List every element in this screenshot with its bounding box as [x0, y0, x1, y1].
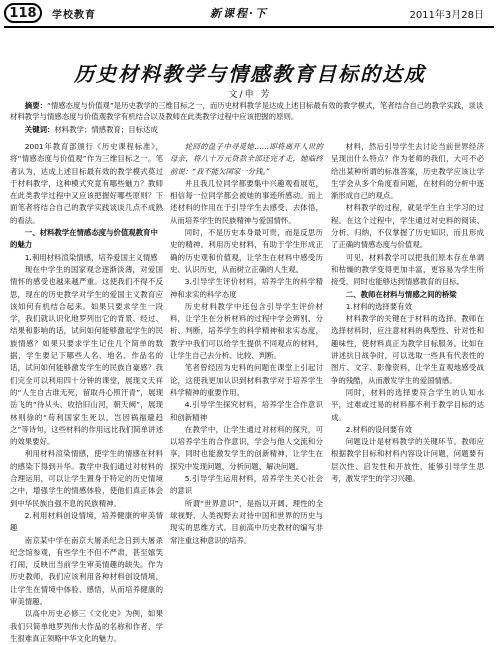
body-paragraph: 可见，材料教学可以把我们原本存在单调和枯燥的教学变得更加丰富，更容易为学生所接受，同时也能够达到情感教育的目标。	[331, 252, 484, 287]
body-paragraph: 1.利用材料渲染情感，培养爱国主义情感	[24, 252, 158, 262]
body-paragraph: 2.材料的设问要有效	[345, 424, 412, 434]
abstract-label: 摘要：	[24, 101, 47, 110]
body-paragraph: 历史材料教学中还包含引导学生评价材料，让学生在分析材料的过程中学会辨别、分析、判断，培养学生的科学精神和求实态度，教学中我们可以给学生提供不同观点的材料，让学生自己去分析、比较、判断。	[170, 301, 323, 361]
body-paragraph: 2001年教育部颁行《历史课程标准》，将“情感态度与价值观”作为三维目标之一。笔者认为，达成上述目标最有效的教学模式莫过于材料教学，这种模式究竟有哪些魅力？教师在此类教学过程中又应该把握好哪些原则？下面笔者将结合自己的教学实践谈谈几点不成熟的看法。	[10, 142, 163, 225]
keywords	[10, 124, 486, 135]
journal-name: 新课程·下	[210, 7, 268, 20]
body-paragraph: 利用材料渲染情感，使学生的情感在材料的感染下得到升华。教学中我们通过对材料的合理运用，可以让学生置身于特定的历史情境之中，增强学生的情感体验，使他们真正体会到中华民族自强不息的民族精神。	[10, 449, 163, 508]
section-heading: 一、材料教学在情感态度与价值观教育中的魅力	[10, 228, 158, 250]
body-paragraph: 1.材料的选择要有效	[345, 301, 412, 311]
body-paragraph: 材料，然后引导学生去讨论当前世界经济呈现出什么特点？作为老师的我们，大可不必给出某种所谓的标准答案，历史教学应该让学生学会从多个角度看问题，在材料的分析中逐渐形成自己的观点。	[331, 142, 484, 201]
article-title: 历史材料教学与情感教育目标的达成	[74, 62, 426, 86]
body-paragraph: 4.引导学生探究材料，培养学生合作意识和创新精神	[170, 400, 323, 422]
section-heading: 二、教师在材料与情感之间的桥梁	[345, 289, 457, 299]
body-paragraph: 同时，材料的选择要符合学生的认知水平，过难或过易的材料都不利于教学目标的达成。	[331, 387, 484, 422]
section-title: 学校教育	[52, 10, 96, 21]
body-paragraph: 以高中历史必修三《文化史》为例，如果我们只简单地罗列伟大作品的名称和作者，学生很难真正领略中华文化的魅力。	[10, 609, 163, 643]
body-paragraph: 5.引导学生运用材料，培养学生关心社会的意识	[170, 474, 323, 496]
body-paragraph: 3.引导学生评价材料，培养学生的科学精神和求实的科学态度	[170, 277, 323, 299]
body-paragraph: 轮回的盘子中寻觅她……即将离开人世的母亲，将八十万元贷款全部还完才走，她临终前说：“我不能欠国家一分钱。”	[170, 142, 323, 176]
body-column-3	[331, 141, 484, 619]
body-paragraph: 2.利用材料创设情境，培养健康的审美情趣	[10, 510, 163, 533]
keywords-label: 关键词：	[24, 125, 55, 134]
abstract-text: “情感态度与价值观”是历史教学的三维目标之一，而历史材料教学是达成上述目标最有效的教学模式，笔者结合自己的教学实践，谈谈材料教学与情感态度与价值观教学有机结合以及教师在此类教学过程中应该把握的原则。	[10, 101, 484, 121]
article-author: 文/申 芳	[228, 90, 272, 100]
header-divider	[4, 26, 494, 28]
body-paragraph: 现在中学生的国家观念逐渐淡薄，对爱国情怀的感受也越来越严重。这使我们不得不反思，现在的历史教学对学生的爱国主义教育应该如何有机结合起来。如果只要求学生一段学，我们就认识化地罗列出它的背景、经过、结果和影响的话，试问如何能够激起学生的民族情感？如果只要求学生记住几个简单的数据，学生要记下哪些人名、地名、作品名的话，试问如何能够激发学生的民族自豪感？我们完全可以利用四十分钟的课堂，展现文天祥的“人生自古谁无死，留取丹心照汗青”，展现岳飞的“待从头、收拾旧山河，朝天阙”，展现林则徐的“苟利国家生死以，岂因祸福避趋之”等诗句，这些材料的作用远比我们简单讲述的效果要好。	[10, 264, 163, 447]
body-paragraph: 笔者曾经因为史料的问题在课堂上引起讨论，这使我更加认识到材料教学对于培养学生科学精神的重要作用。	[170, 363, 323, 397]
body-paragraph: 并且我几位同学都要集中兴趣观看展览，相信每一位同学都会被她的事迹所感动。而上述材料的作用在于引导学生去感受、去体悟，从而培养学生的民族精神与爱国情怀。	[170, 178, 323, 225]
body-paragraph: 同时，不是历史本身最可贵，而是反思历史的精神。利用历史材料，有助于学生形成正确的历史观和价值观，让学生在材料中感受历史、认识历史，从而树立正确的人生观。	[170, 228, 323, 274]
body-column-2	[170, 141, 323, 619]
body-paragraph: 南京某中学在南京大屠杀纪念日到大屠杀纪念馆参观，有些学生不但不严肃，甚至嬉笑打闹，反映出当前学生审美情趣的缺失。作为历史教师，我们应该利用各种材料创设情境，让学生在情境中体验、感悟，从而培养健康的审美情趣。	[10, 535, 163, 606]
body-paragraph: 材料教学的关键在于材料的选择。教师在选择材料时，应注意材料的典型性、针对性和趣味性，使材料真正为教学目标服务。比如在讲述抗日战争时，可以选取一些具有代表性的图片、文字、影像资料，让学生直观地感受战争的残酷，从而激发学生的爱国情感。	[331, 314, 484, 385]
body-paragraph: 材料教学的过程，就是学生自主学习的过程。在这个过程中，学生通过对史料的阅读、分析、归纳，不仅掌握了历史知识，而且形成了正确的情感态度与价值观。	[331, 203, 484, 250]
body-paragraph: 在教学中，让学生通过对材料的探究，可以培养学生的合作意识，学会与他人交流和分享，同时也能激发学生的创新精神，让学生在探究中发现问题、分析问题、解决问题。	[170, 424, 323, 471]
keywords-text: 材料教学；情感教育；目标达成	[54, 125, 158, 134]
body-column-1	[10, 141, 163, 643]
issue-date: 2011年3月28日	[409, 10, 484, 21]
page-number-badge: 118	[4, 3, 42, 23]
abstract	[10, 100, 486, 122]
body-paragraph: 所谓“世界意识”，是指以开阔、理性的全球视野、人类视野去对待中国和世界的历史与现实的思维方式。目前高中历史教材的编写非常注重这种意识的培养。	[170, 498, 323, 545]
body-paragraph: 问题设计是材料教学的关键环节。教师应根据教学目标和材料内容设计问题，问题要有层次性、启发性和开放性，能够引导学生思考，激发学生的学习兴趣。	[331, 437, 484, 484]
page-header	[0, 0, 500, 26]
